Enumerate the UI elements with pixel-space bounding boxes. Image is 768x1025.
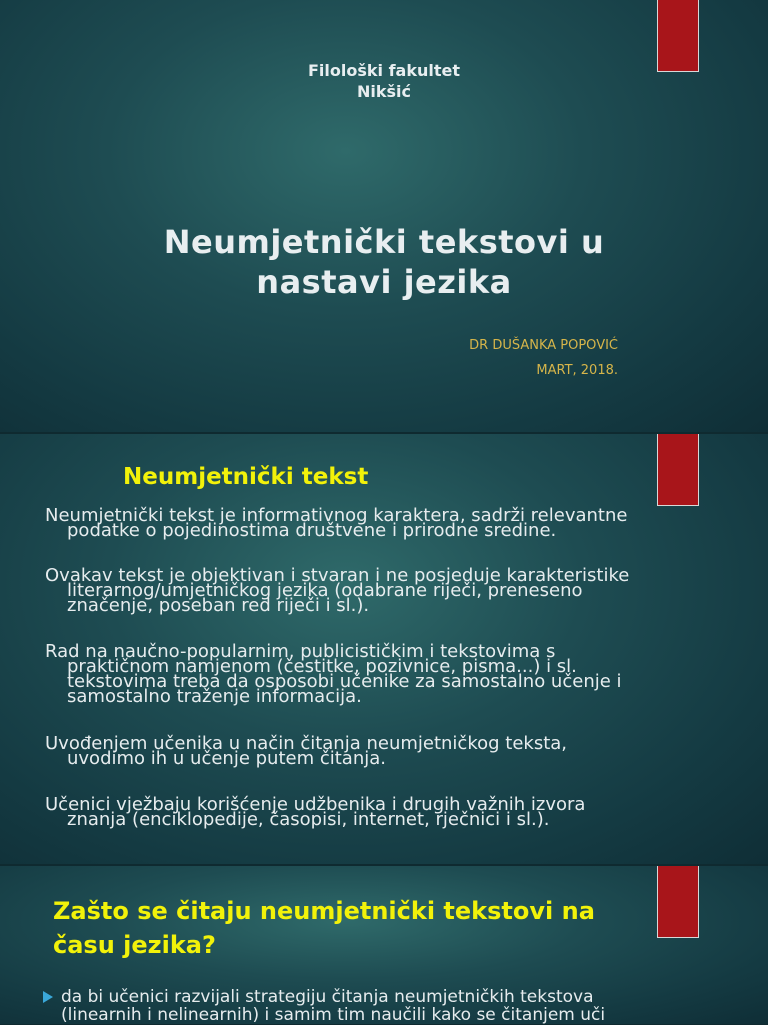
date: MART, 2018. — [536, 363, 618, 378]
paragraph-line: značenje, poseban red riječi i sl.). — [67, 595, 370, 616]
heading-line-2: času jezika? — [53, 931, 216, 959]
accent-bar — [657, 434, 699, 506]
institution-line-1: Filološki fakultet — [307, 61, 460, 80]
paragraph — [45, 794, 745, 830]
paragraph-line: Uvođenjem učenika u način čitanja neumjetničkog teksta, — [45, 733, 568, 754]
paragraph-line: podatke o pojedinostima društvene i prirodne sredine. — [67, 520, 557, 541]
title-line-2: nastavi jezika — [256, 263, 512, 301]
paragraph — [45, 505, 745, 541]
paragraph-line: znanja (enciklopedije, časopisi, internet, rječnici i sl.). — [67, 809, 550, 830]
bullet-text — [61, 988, 761, 1024]
paragraph — [45, 641, 745, 707]
triangle-bullet-icon — [43, 991, 53, 1003]
paragraph-line: tekstovima treba da osposobi učenike za samostalno učenje i — [67, 671, 622, 692]
paragraph-line: Ovakav tekst je objektivan i stvaran i ne posjeduje karakteristike — [45, 565, 630, 586]
paragraph-line: literarnog/umjetničkog jezika (odabrane riječi, preneseno — [67, 580, 583, 601]
institution — [0, 60, 768, 102]
paragraph-line: Rad na naučno-popularnim, publicističkim i tekstovima s — [45, 641, 556, 662]
paragraph-line: praktičnom namjenom (čestitke, pozivnice, pisma...) i sl. — [67, 656, 577, 677]
slide-heading — [53, 894, 673, 962]
bullet-line: da bi učenici razvijali strategiju čitanja neumjetničkih tekstova — [61, 987, 594, 1007]
paragraph — [45, 733, 745, 769]
title-line-1: Neumjetnički tekstovi u — [163, 223, 605, 261]
bullet-line: (linearnih i nelinearnih) i samim tim naučili kako se čitanjem uči — [61, 1005, 606, 1025]
heading-line-1: Zašto se čitaju neumjetnički tekstovi na — [53, 897, 595, 925]
paragraph-line: samostalno traženje informacija. — [67, 686, 362, 707]
paragraph-line: uvodimo ih u učenje putem čitanja. — [67, 748, 386, 769]
paragraph-line: Neumjetnički tekst je informativnog karaktera, sadrži relevantne — [45, 505, 628, 526]
slide-heading: Neumjetnički tekst — [123, 464, 369, 490]
author: DR DUŠANKA POPOVIĆ — [469, 338, 618, 353]
slide-title — [0, 222, 768, 302]
institution-line-2: Nikšić — [356, 82, 411, 101]
paragraph-line: Učenici vježbaju korišćenje udžbenika i drugih važnih izvora — [45, 794, 586, 815]
paragraph — [45, 565, 745, 616]
